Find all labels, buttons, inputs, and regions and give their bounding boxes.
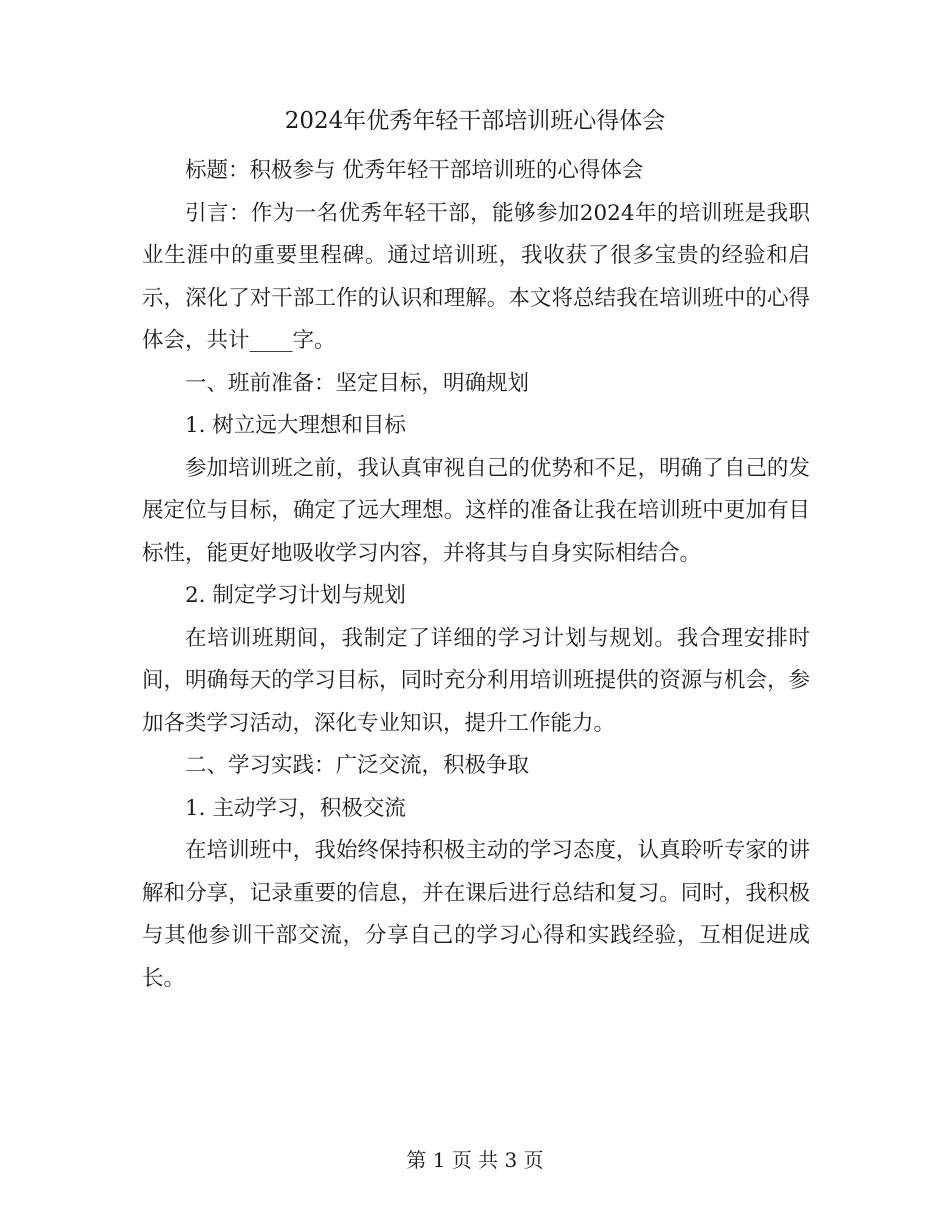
document-body — [142, 150, 810, 1000]
section-heading-2: 二、学习实践：广泛交流，积极争取 — [185, 753, 530, 778]
subsection-heading-1-2: 2. 制定学习计划与规划 — [185, 583, 406, 608]
subsection-heading-1-1: 1. 树立远大理想和目标 — [185, 413, 406, 438]
document-title: 2024年优秀年轻干部培训班心得体会 — [284, 108, 666, 134]
body-paragraph-1-2: 在培训班期间，我制定了详细的学习计划与规划。我合理安排时间，明确每天的学习目标，同时充分利用培训班提供的资源与机会，参加各类学习活动，深化专业知识，提升工作能力。 — [142, 625, 810, 736]
body-paragraph-2-1: 在培训班中，我始终保持积极主动的学习态度，认真聆听专家的讲解和分享，记录重要的信息，并在课后进行总结和复习。同时，我积极与其他参训干部交流，分享自己的学习心得和实践经验，互相促进成长。 — [142, 838, 810, 991]
subsection-heading-2-1: 1. 主动学习，积极交流 — [185, 795, 406, 821]
intro-paragraph: 引言：作为一名优秀年轻干部，能够参加2024年的培训班是我职业生涯中的重要里程碑。通过培训班，我收获了很多宝贵的经验和启示，深化了对干部工作的认识和理解。本文将总结我在培训班中的心得体会，共计____字。 — [142, 200, 810, 353]
body-paragraph-1-1: 参加培训班之前，我认真审视自己的优势和不足，明确了自己的发展定位与目标，确定了远大理想。这样的准备让我在培训班中更加有目标性，能更好地吸收学习内容，并将其与自身实际相结合。 — [142, 455, 810, 566]
page-footer: 第 1 页 共 3 页 — [406, 1148, 544, 1172]
section-heading-1: 一、班前准备：坚定目标，明确规划 — [185, 370, 530, 396]
subtitle-paragraph: 标题：积极参与 优秀年轻干部培训班的心得体会 — [185, 158, 644, 183]
